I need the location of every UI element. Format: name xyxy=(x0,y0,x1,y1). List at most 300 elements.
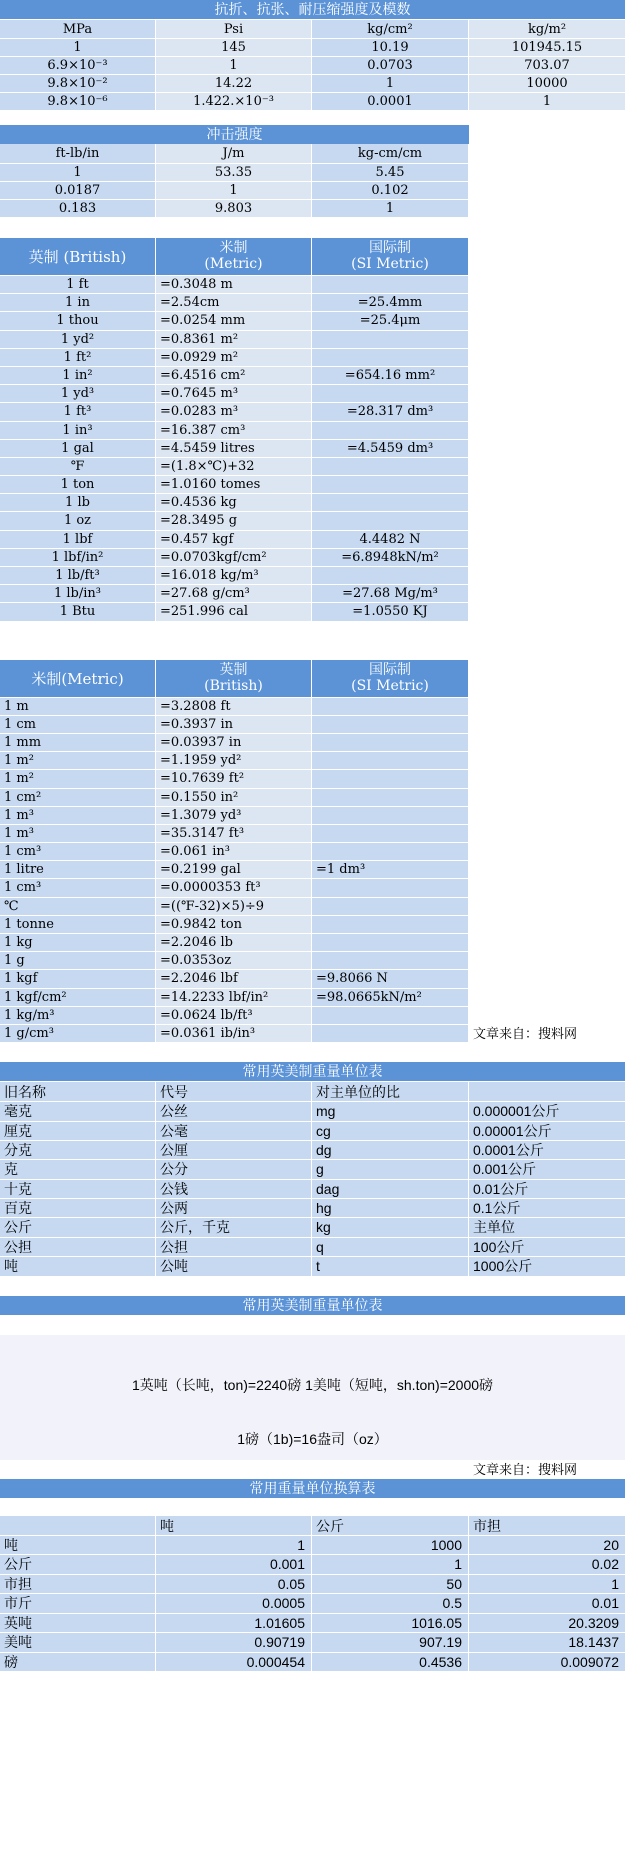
weight-cell-symbol: q xyxy=(312,1238,469,1257)
british-cell-unit: 1 ft³ xyxy=(0,403,156,421)
british-cell-metric: =27.68 g/cm³ xyxy=(156,585,312,603)
british-cell-unit: 1 lb/ft³ xyxy=(0,567,156,585)
conversion-cell-unit: 市担 xyxy=(0,1575,156,1595)
conversion-header-dan: 市担 xyxy=(469,1516,625,1536)
empty-cell xyxy=(469,716,625,734)
metric-row xyxy=(0,952,625,970)
metric-cell-unit: 1 kgf/cm² xyxy=(0,989,156,1007)
metric-row xyxy=(0,698,625,716)
strength-row xyxy=(0,93,625,111)
metric-cell-si xyxy=(312,734,469,752)
metric-source: 文章来自：搜料网 xyxy=(469,1025,625,1043)
empty-cell xyxy=(469,276,625,294)
british-cell-metric: =0.7645 m³ xyxy=(156,385,312,403)
british-header-british: 英制 (British) xyxy=(0,238,156,276)
weight-cell-value: 0.000001公斤 xyxy=(469,1102,625,1121)
metric-row xyxy=(0,734,625,752)
metric-header-si: 国际制 (SI Metric) xyxy=(312,660,469,698)
british-cell-unit: 1 in³ xyxy=(0,422,156,440)
british-cell-si xyxy=(312,385,469,403)
weight-cell-symbol: dg xyxy=(312,1141,469,1160)
weight-row xyxy=(0,1141,625,1160)
spacer xyxy=(0,1277,625,1296)
empty-cell xyxy=(469,164,625,182)
conversion-cell-dan: 0.02 xyxy=(469,1555,625,1575)
weight-cell-code: 公丝 xyxy=(156,1102,312,1121)
british-cell-unit: 1 gal xyxy=(0,440,156,458)
metric-row xyxy=(0,989,625,1007)
empty-cell xyxy=(469,294,625,312)
empty-cell xyxy=(469,734,625,752)
metric-cell-british: =0.9842 ton xyxy=(156,916,312,934)
conversion-cell-ton: 1 xyxy=(156,1536,312,1556)
british-cell-unit: 1 Btu xyxy=(0,603,156,621)
conversion-cell-unit: 吨 xyxy=(0,1536,156,1556)
strength-cell-kgm2: 101945.15 xyxy=(469,39,625,57)
impact-cell-kgcm: 1 xyxy=(312,200,469,218)
metric-cell-unit: 1 m³ xyxy=(0,807,156,825)
british-cell-si: =4.5459 dm³ xyxy=(312,440,469,458)
british-cell-metric: =16.018 kg/m³ xyxy=(156,567,312,585)
metric-row xyxy=(0,1025,625,1043)
metric-cell-british: =1.1959 yd² xyxy=(156,752,312,770)
conversion-cell-kg: 1 xyxy=(312,1555,469,1575)
british-cell-si: =6.8948kN/m² xyxy=(312,549,469,567)
metric-cell-british: =((℉-32)×5)÷9 xyxy=(156,898,312,916)
strength-cell-kgm2: 703.07 xyxy=(469,57,625,75)
empty-cell xyxy=(469,934,625,952)
strength-cell-mpa: 1 xyxy=(0,39,156,57)
empty-cell xyxy=(469,385,625,403)
metric-cell-si xyxy=(312,1007,469,1025)
metric-cell-si xyxy=(312,698,469,716)
weight-cell-code: 公分 xyxy=(156,1160,312,1179)
metric-cell-si xyxy=(312,1025,469,1043)
british-row xyxy=(0,440,625,458)
metric-cell-si xyxy=(312,898,469,916)
metric-cell-unit: 1 kg/m³ xyxy=(0,1007,156,1025)
metric-cell-si: =9.8066 N xyxy=(312,970,469,988)
metric-cell-unit: 1 cm³ xyxy=(0,843,156,861)
weight-row xyxy=(0,1257,625,1276)
empty-cell xyxy=(469,585,625,603)
metric-row xyxy=(0,752,625,770)
metric-header-metric: 米制(Metric) xyxy=(0,660,156,698)
british-cell-metric: =0.4536 kg xyxy=(156,494,312,512)
weight-cell-code: 公吨 xyxy=(156,1257,312,1276)
british-cell-metric: =16.387 cm³ xyxy=(156,422,312,440)
weight-row xyxy=(0,1122,625,1141)
conversion-row xyxy=(0,1653,625,1673)
metric-cell-british: =3.2808 ft xyxy=(156,698,312,716)
british-cell-si xyxy=(312,458,469,476)
empty-cell xyxy=(469,567,625,585)
empty-cell xyxy=(469,476,625,494)
strength-header-kgcm2: kg/cm² xyxy=(312,20,469,39)
british-cell-unit: 1 oz xyxy=(0,512,156,530)
empty-cell xyxy=(469,898,625,916)
metric-cell-british: =1.3079 yd³ xyxy=(156,807,312,825)
empty-cell xyxy=(469,970,625,988)
metric-cell-si: =1 dm³ xyxy=(312,861,469,879)
metric-cell-british: =2.2046 lbf xyxy=(156,970,312,988)
metric-header-row xyxy=(0,660,625,698)
impact-row xyxy=(0,182,625,200)
metric-header-british: 英制 (British) xyxy=(156,660,312,698)
strength-row xyxy=(0,39,625,57)
metric-cell-si xyxy=(312,807,469,825)
metric-cell-unit: 1 g xyxy=(0,952,156,970)
metric-row xyxy=(0,916,625,934)
metric-cell-si xyxy=(312,825,469,843)
empty-cell xyxy=(469,916,625,934)
british-cell-metric: =0.0283 m³ xyxy=(156,403,312,421)
conversion-cell-ton: 0.05 xyxy=(156,1575,312,1595)
conversion-row xyxy=(0,1575,625,1595)
empty-cell xyxy=(469,843,625,861)
impact-title-row xyxy=(0,125,625,144)
conversion-header-kg: 公斤 xyxy=(312,1516,469,1536)
strength-cell-psi: 145 xyxy=(156,39,312,57)
metric-cell-british: =0.0361 ib/in³ xyxy=(156,1025,312,1043)
weight-units-title: 常用英美制重量单位表 xyxy=(0,1062,625,1082)
strength-cell-kgm2: 1 xyxy=(469,93,625,111)
empty-cell xyxy=(469,770,625,788)
british-cell-metric: =0.3048 m xyxy=(156,276,312,294)
strength-header-mpa: MPa xyxy=(0,20,156,39)
british-cell-unit: 1 thou xyxy=(0,312,156,330)
weight-cell-value: 100公斤 xyxy=(469,1238,625,1257)
conversion-cell-dan: 20 xyxy=(469,1536,625,1556)
conversion-cell-dan: 1 xyxy=(469,1575,625,1595)
impact-title: 冲击强度 xyxy=(0,125,469,145)
strength-cell-kgcm2: 10.19 xyxy=(312,39,469,57)
metric-cell-british: =0.061 in³ xyxy=(156,843,312,861)
empty-cell xyxy=(469,698,625,716)
metric-row xyxy=(0,861,625,879)
metric-row xyxy=(0,770,625,788)
metric-cell-si xyxy=(312,789,469,807)
weight-header-ratio: 对主单位的比 xyxy=(312,1082,469,1102)
weight-cell-old: 公斤 xyxy=(0,1218,156,1237)
british-row xyxy=(0,294,625,312)
british-cell-unit: 1 in² xyxy=(0,367,156,385)
conversion-row xyxy=(0,1633,625,1653)
conversion-cell-kg: 50 xyxy=(312,1575,469,1595)
british-cell-si xyxy=(312,512,469,530)
british-row xyxy=(0,585,625,603)
metric-cell-si xyxy=(312,916,469,934)
empty-cell xyxy=(469,549,625,567)
british-cell-metric: =0.0703kgf/cm² xyxy=(156,549,312,567)
british-weight-line2: 1磅（1b)=16盎司（oz） xyxy=(237,1430,388,1447)
british-cell-si: =654.16 mm² xyxy=(312,367,469,385)
conversion-cell-ton: 0.000454 xyxy=(156,1653,312,1673)
empty-cell xyxy=(469,879,625,897)
conversion-header-row xyxy=(0,1516,625,1536)
weight-cell-old: 厘克 xyxy=(0,1122,156,1141)
british-cell-unit: 1 yd² xyxy=(0,331,156,349)
metric-cell-si xyxy=(312,879,469,897)
metric-row xyxy=(0,898,625,916)
metric-cell-si: =98.0665kN/m² xyxy=(312,989,469,1007)
empty-cell xyxy=(469,752,625,770)
impact-cell-ftlb: 0.0187 xyxy=(0,182,156,200)
weight-cell-symbol: kg xyxy=(312,1218,469,1237)
british-cell-unit: 1 in xyxy=(0,294,156,312)
weight-header-code: 代号 xyxy=(156,1082,312,1102)
weight-cell-old: 克 xyxy=(0,1160,156,1179)
british-cell-si xyxy=(312,567,469,585)
weight-cell-code: 公斤，千克 xyxy=(156,1218,312,1237)
weight-cell-old: 吨 xyxy=(0,1257,156,1276)
empty-cell xyxy=(469,182,625,200)
conversion-header-0 xyxy=(0,1516,156,1536)
metric-row xyxy=(0,879,625,897)
empty-cell xyxy=(469,825,625,843)
metric-row xyxy=(0,843,625,861)
conversion-cell-dan: 18.1437 xyxy=(469,1633,625,1653)
conversion-cell-dan: 0.009072 xyxy=(469,1653,625,1673)
impact-cell-jm: 9.803 xyxy=(156,200,312,218)
metric-cell-british: =0.1550 in² xyxy=(156,789,312,807)
metric-cell-british: =35.3147 ft³ xyxy=(156,825,312,843)
weight-cell-value: 0.01公斤 xyxy=(469,1180,625,1199)
british-cell-unit: 1 lbf xyxy=(0,531,156,549)
british-cell-unit: 1 lb/in³ xyxy=(0,585,156,603)
spacer xyxy=(0,1043,625,1062)
metric-row xyxy=(0,789,625,807)
british-cell-unit: 1 ton xyxy=(0,476,156,494)
weight-cell-code: 公厘 xyxy=(156,1141,312,1160)
weight-cell-symbol: hg xyxy=(312,1199,469,1218)
british-cell-si xyxy=(312,276,469,294)
weight-cell-value: 主单位 xyxy=(469,1218,625,1237)
empty-cell xyxy=(469,403,625,421)
impact-header-kgcm: kg-cm/cm xyxy=(312,144,469,164)
british-cell-metric: =0.0929 m² xyxy=(156,349,312,367)
strength-cell-mpa: 9.8×10⁻² xyxy=(0,75,156,93)
conversion-cell-unit: 公斤 xyxy=(0,1555,156,1575)
weight-cell-symbol: dag xyxy=(312,1180,469,1199)
conversion-cell-unit: 市斤 xyxy=(0,1594,156,1614)
metric-row xyxy=(0,825,625,843)
conversion-cell-ton: 0.001 xyxy=(156,1555,312,1575)
impact-cell-kgcm: 5.45 xyxy=(312,164,469,182)
weight-cell-code: 公两 xyxy=(156,1199,312,1218)
strength-cell-mpa: 6.9×10⁻³ xyxy=(0,57,156,75)
impact-cell-ftlb: 0.183 xyxy=(0,200,156,218)
british-cell-metric: =2.54cm xyxy=(156,294,312,312)
weight-header-row xyxy=(0,1082,625,1102)
british-cell-si: =25.4μm xyxy=(312,312,469,330)
strength-header-kgm2: kg/m² xyxy=(469,20,625,39)
impact-row xyxy=(0,164,625,182)
british-cell-si: =27.68 Mg/m³ xyxy=(312,585,469,603)
metric-row xyxy=(0,716,625,734)
metric-row xyxy=(0,970,625,988)
weight-cell-old: 百克 xyxy=(0,1199,156,1218)
weight-cell-old: 分克 xyxy=(0,1141,156,1160)
metric-cell-unit: 1 mm xyxy=(0,734,156,752)
metric-cell-unit: ℃ xyxy=(0,898,156,916)
strength-cell-mpa: 9.8×10⁻⁶ xyxy=(0,93,156,111)
metric-cell-unit: 1 g/cm³ xyxy=(0,1025,156,1043)
impact-cell-ftlb: 1 xyxy=(0,164,156,182)
british-cell-unit: ℉ xyxy=(0,458,156,476)
weight-cell-value: 1000公斤 xyxy=(469,1257,625,1276)
metric-cell-british: =14.2233 lbf/in² xyxy=(156,989,312,1007)
strength-cell-kgcm2: 1 xyxy=(312,75,469,93)
british-cell-metric: =0.0254 mm xyxy=(156,312,312,330)
impact-header-row xyxy=(0,144,625,164)
conversion-cell-kg: 0.4536 xyxy=(312,1653,469,1673)
metric-cell-unit: 1 m² xyxy=(0,752,156,770)
metric-cell-british: =0.0000353 ft³ xyxy=(156,879,312,897)
empty-cell xyxy=(469,807,625,825)
british-header-metric: 米制 (Metric) xyxy=(156,238,312,276)
metric-cell-si xyxy=(312,770,469,788)
impact-row xyxy=(0,200,625,218)
british-row xyxy=(0,403,625,421)
metric-cell-unit: 1 litre xyxy=(0,861,156,879)
empty-cell xyxy=(469,952,625,970)
british-row xyxy=(0,603,625,621)
british-cell-metric: =6.4516 cm² xyxy=(156,367,312,385)
weight-header-old: 旧名称 xyxy=(0,1082,156,1102)
british-row xyxy=(0,422,625,440)
conversion-cell-ton: 0.0005 xyxy=(156,1594,312,1614)
strength-title: 抗折、抗张、耐压缩强度及模数 xyxy=(0,0,625,20)
metric-cell-british: =0.0353oz xyxy=(156,952,312,970)
weight-cell-code: 公毫 xyxy=(156,1122,312,1141)
conversion-cell-kg: 1016.05 xyxy=(312,1614,469,1634)
british-cell-si: =1.0550 KJ xyxy=(312,603,469,621)
strength-row xyxy=(0,57,625,75)
metric-cell-unit: 1 kg xyxy=(0,934,156,952)
british-row xyxy=(0,349,625,367)
british-row xyxy=(0,476,625,494)
metric-cell-british: =0.2199 gal xyxy=(156,861,312,879)
british-row xyxy=(0,331,625,349)
conversion-header-ton: 吨 xyxy=(156,1516,312,1536)
british-weight-source: 文章来自：搜料网 xyxy=(469,1460,625,1479)
metric-cell-si xyxy=(312,716,469,734)
metric-row xyxy=(0,807,625,825)
strength-cell-psi: 1 xyxy=(156,57,312,75)
british-cell-metric: =0.457 kgf xyxy=(156,531,312,549)
british-weight-title: 常用英美制重量单位表 xyxy=(0,1296,625,1316)
conversion-cell-dan: 0.01 xyxy=(469,1594,625,1614)
conversion-row xyxy=(0,1536,625,1556)
weight-cell-symbol: t xyxy=(312,1257,469,1276)
metric-cell-unit: 1 cm³ xyxy=(0,879,156,897)
impact-cell-kgcm: 0.102 xyxy=(312,182,469,200)
metric-cell-si xyxy=(312,934,469,952)
british-cell-si: =28.317 dm³ xyxy=(312,403,469,421)
metric-cell-unit: 1 m³ xyxy=(0,825,156,843)
empty-cell xyxy=(469,603,625,621)
strength-cell-kgcm2: 0.0703 xyxy=(312,57,469,75)
british-row xyxy=(0,276,625,294)
strength-header-row xyxy=(0,20,625,39)
spacer xyxy=(0,622,625,641)
weight-cell-symbol: cg xyxy=(312,1122,469,1141)
british-row xyxy=(0,458,625,476)
empty-cell xyxy=(469,512,625,530)
weight-row xyxy=(0,1160,625,1179)
spacer xyxy=(0,641,625,660)
weight-cell-code: 公担 xyxy=(156,1238,312,1257)
empty-cell xyxy=(469,989,625,1007)
british-header-si: 国际制 (SI Metric) xyxy=(312,238,469,276)
conversion-row xyxy=(0,1614,625,1634)
spacer xyxy=(0,218,625,238)
strength-cell-psi: 1.422.×10⁻³ xyxy=(156,93,312,111)
weight-row xyxy=(0,1218,625,1237)
british-row xyxy=(0,549,625,567)
metric-cell-british: =2.2046 lb xyxy=(156,934,312,952)
british-row xyxy=(0,567,625,585)
metric-cell-british: =0.3937 in xyxy=(156,716,312,734)
british-cell-metric: =1.0160 tomes xyxy=(156,476,312,494)
strength-cell-kgcm2: 0.0001 xyxy=(312,93,469,111)
british-cell-si xyxy=(312,331,469,349)
impact-cell-jm: 53.35 xyxy=(156,164,312,182)
british-weight-line1: 1英吨（长吨，ton)=2240磅 1美吨（短吨，sh.ton)=2000磅 xyxy=(131,1376,494,1393)
empty-cell xyxy=(469,349,625,367)
metric-cell-unit: 1 m² xyxy=(0,770,156,788)
metric-cell-british: =0.0624 lb/ft³ xyxy=(156,1007,312,1025)
metric-cell-unit: 1 m xyxy=(0,698,156,716)
conversion-cell-ton: 1.01605 xyxy=(156,1614,312,1634)
british-row xyxy=(0,494,625,512)
conversion-cell-ton: 0.90719 xyxy=(156,1633,312,1653)
conversion-cell-kg: 0.5 xyxy=(312,1594,469,1614)
weight-cell-value: 0.00001公斤 xyxy=(469,1122,625,1141)
weight-cell-symbol: mg xyxy=(312,1102,469,1121)
strength-header-psi: Psi xyxy=(156,20,312,39)
british-row xyxy=(0,512,625,530)
british-row xyxy=(0,385,625,403)
empty-cell xyxy=(469,331,625,349)
impact-cell-jm: 1 xyxy=(156,182,312,200)
british-cell-unit: 1 ft² xyxy=(0,349,156,367)
empty-cell xyxy=(469,458,625,476)
weight-cell-old: 毫克 xyxy=(0,1102,156,1121)
conversion-title: 常用重量单位换算表 xyxy=(0,1479,625,1499)
conversion-row xyxy=(0,1594,625,1614)
conversion-cell-kg: 907.19 xyxy=(312,1633,469,1653)
british-cell-metric: =28.3495 g xyxy=(156,512,312,530)
conversion-cell-unit: 磅 xyxy=(0,1653,156,1673)
weight-cell-symbol: g xyxy=(312,1160,469,1179)
british-cell-unit: 1 yd³ xyxy=(0,385,156,403)
strength-cell-psi: 14.22 xyxy=(156,75,312,93)
metric-cell-british: =10.7639 ft² xyxy=(156,770,312,788)
weight-header-value xyxy=(469,1082,625,1102)
weight-cell-value: 0.001公斤 xyxy=(469,1160,625,1179)
weight-row xyxy=(0,1238,625,1257)
british-cell-si xyxy=(312,349,469,367)
british-cell-unit: 1 lbf/in² xyxy=(0,549,156,567)
british-cell-si: 4.4482 N xyxy=(312,531,469,549)
metric-cell-si xyxy=(312,843,469,861)
british-weight-note xyxy=(0,1335,625,1460)
impact-header-jm: J/m xyxy=(156,144,312,164)
conversion-row xyxy=(0,1555,625,1575)
british-row xyxy=(0,367,625,385)
